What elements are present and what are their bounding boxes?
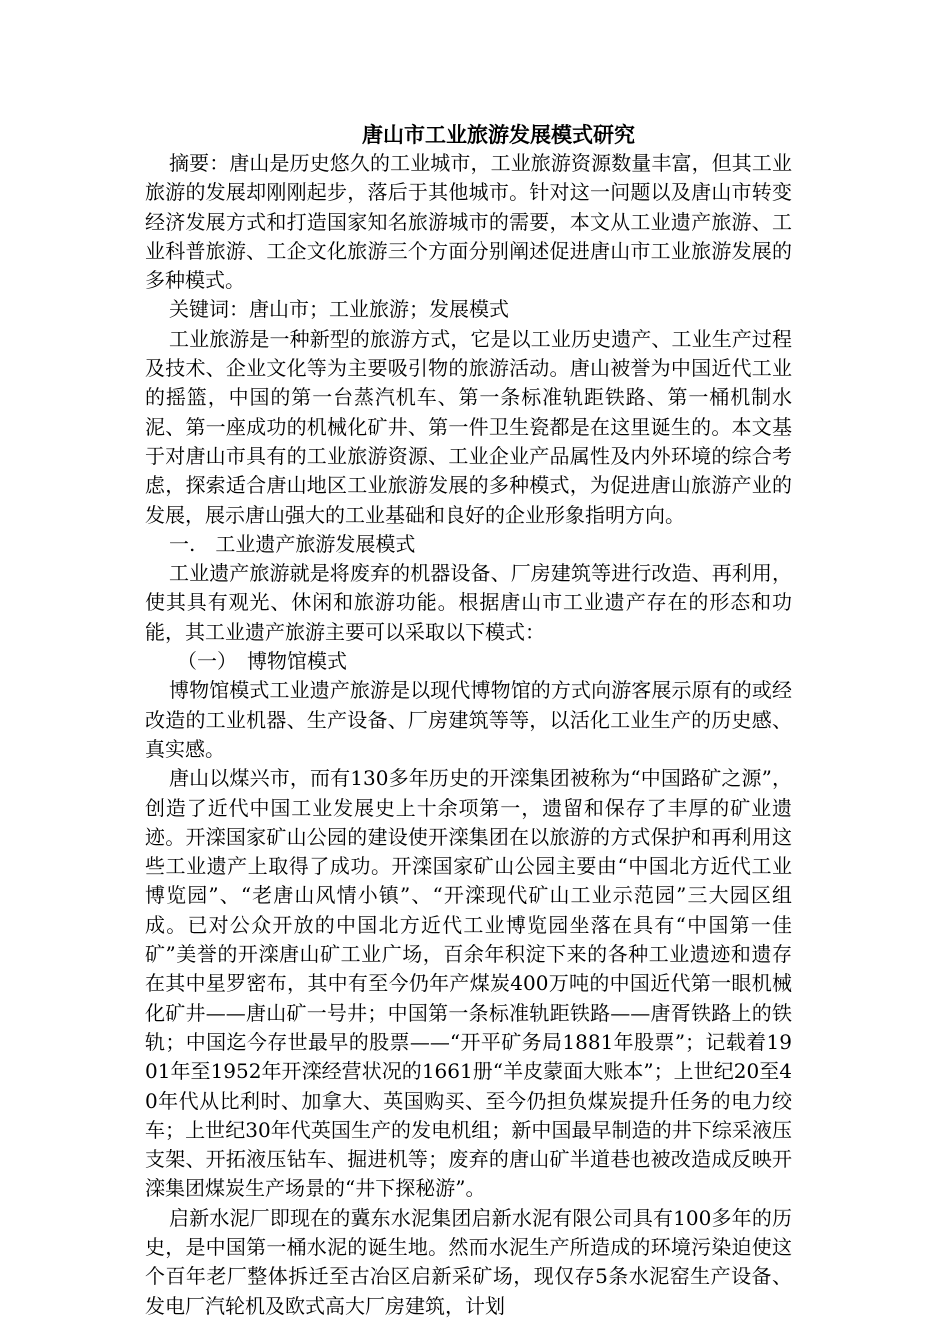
intro-paragraph: 工业旅游是一种新型的旅游方式，它是以工业历史遗产、工业生产过程及技术、企业文化等为主要吸引物的旅游活动。唐山被誉为中国近代工业的摇篮，中国的第一台蒸汽机车、第一条标准轨距铁路、第一桶机制水泥、第一座成功的机械化矿井、第一件卫生瓷都是在这里诞生的。本文基于对唐山市具有的工业旅游资源、工业企业产品属性及内外环境的综合考虑，探索适合唐山地区工业旅游发展的多种模式，为促进唐山旅游产业的发展，展示唐山强大的工业基础和良好的企业形象指明方向。 [145,326,792,527]
museum-mode-paragraph: 博物馆模式工业遗产旅游是以现代博物馆的方式向游客展示原有的或经改造的工业机器、生产设备、厂房建筑等等，以活化工业生产的历史感、真实感。 [145,678,792,761]
document-title: 唐山市工业旅游发展模式研究 [362,122,635,147]
abstract-paragraph: 摘要：唐山是历史悠久的工业城市，工业旅游资源数量丰富，但其工业旅游的发展却刚刚起步，落后于其他城市。针对这一问题以及唐山市转变经济发展方式和打造国家知名旅游城市的需要，本文从工业遗产旅游、工业科普旅游、工企文化旅游三个方面分别阐述促进唐山市工业旅游发展的多种模式。 [145,151,792,293]
qixin-cement-paragraph: 启新水泥厂即现在的冀东水泥集团启新水泥有限公司具有100多年的历史，是中国第一桶水泥的诞生地。然而水泥生产所造成的环境污染迫使这个百年老厂整体拆迁至古冶区启新采矿场，现仅存5条水泥窑生产设备、发电厂汽轮机及欧式高大厂房建筑，计划 [145,1205,792,1318]
kailuan-paragraph: 唐山以煤兴市，而有130多年历史的开滦集团被称为“中国路矿之源”，创造了近代中国工业发展史上十余项第一，遗留和保存了丰厚的矿业遗迹。开滦国家矿山公园的建设使开滦集团在以旅游的方式保护和再利用这些工业遗产上取得了成功。开滦国家矿山公园主要由“中国北方近代工业博览园”、“老唐山风情小镇”、“开滦现代矿山工业示范园”三大园区组成。已对公众开放的中国北方近代工业博览园坐落在具有“中国第一佳矿”美誉的开滦唐山矿工业广场，百余年积淀下来的各种工业遗迹和遗存在其中星罗密布，其中有至今仍年产煤炭400万吨的中国近代第一眼机械化矿井——唐山矿一号井；中国第一条标准轨距铁路——唐胥铁路上的铁轨；中国迄今存世最早的股票——“开平矿务局1881年股票”；记载着1901年至1952年开滦经营状况的1661册“羊皮蒙面大账本”；上世纪20至40年代从比利时、加拿大、英国购买、至今仍担负煤炭提升任务的电力绞车；上世纪30年代英国生产的发电机组；新中国最早制造的井下综采液压支架、开拓液压钻车、掘进机等；废弃的唐山矿半道巷也被改造成反映开滦集团煤炭生产场景的“井下探秘游”。 [145,766,792,1201]
document-body [145,120,792,1321]
section-heading: 一. 工业遗产旅游发展模式 [169,531,416,556]
keywords-paragraph: 关键词：唐山市；工业旅游；发展模式 [169,297,509,322]
subsection-heading: （一） 博物馆模式 [177,649,347,674]
section-intro-paragraph: 工业遗产旅游就是将废弃的机器设备、厂房建筑等进行改造、再利用，使其具有观光、休闲和旅游功能。根据唐山市工业遗产存在的形态和功能，其工业遗产旅游主要可以采取以下模式： [145,561,792,644]
